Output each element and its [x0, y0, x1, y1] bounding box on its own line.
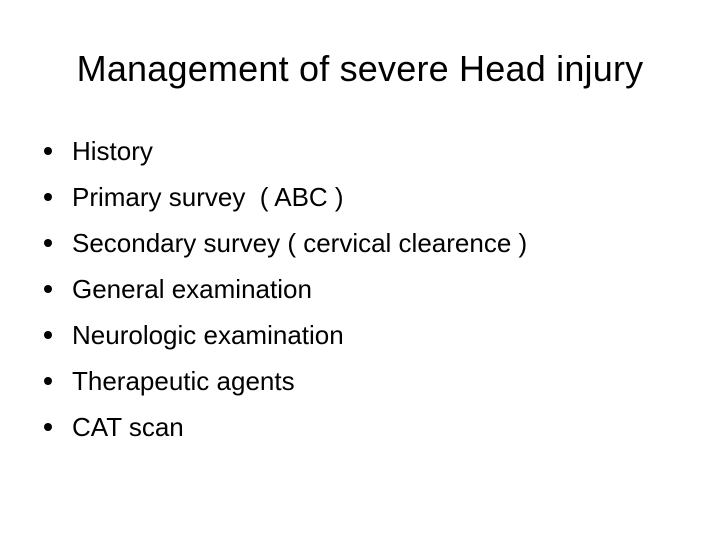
- bullet-icon: [44, 423, 52, 431]
- list-item: [44, 220, 527, 266]
- list-item: [44, 312, 527, 358]
- bullet-text-general-examination: General examination: [72, 274, 312, 304]
- bullet-icon: [44, 377, 52, 385]
- bullet-text-primary-survey: Primary survey ( ABC ): [72, 182, 344, 212]
- bullet-icon: [44, 239, 52, 247]
- bullet-icon: [44, 193, 52, 201]
- bullet-text-therapeutic-agents: Therapeutic agents: [72, 366, 295, 396]
- bullet-icon: [44, 331, 52, 339]
- bullet-text-history: History: [72, 136, 153, 166]
- slide-title: Management of severe Head injury: [76, 48, 644, 89]
- list-item: [44, 128, 527, 174]
- list-item: [44, 358, 527, 404]
- list-item: [44, 174, 527, 220]
- list-item: [44, 404, 527, 450]
- list-item: [44, 266, 527, 312]
- bullet-icon: [44, 147, 52, 155]
- bullet-text-neurologic-examination: Neurologic examination: [72, 320, 344, 350]
- bullet-text-secondary-survey: Secondary survey ( cervical clearence ): [72, 228, 528, 258]
- bullet-text-cat-scan: CAT scan: [72, 412, 184, 442]
- bullet-list: [44, 128, 527, 450]
- bullet-icon: [44, 285, 52, 293]
